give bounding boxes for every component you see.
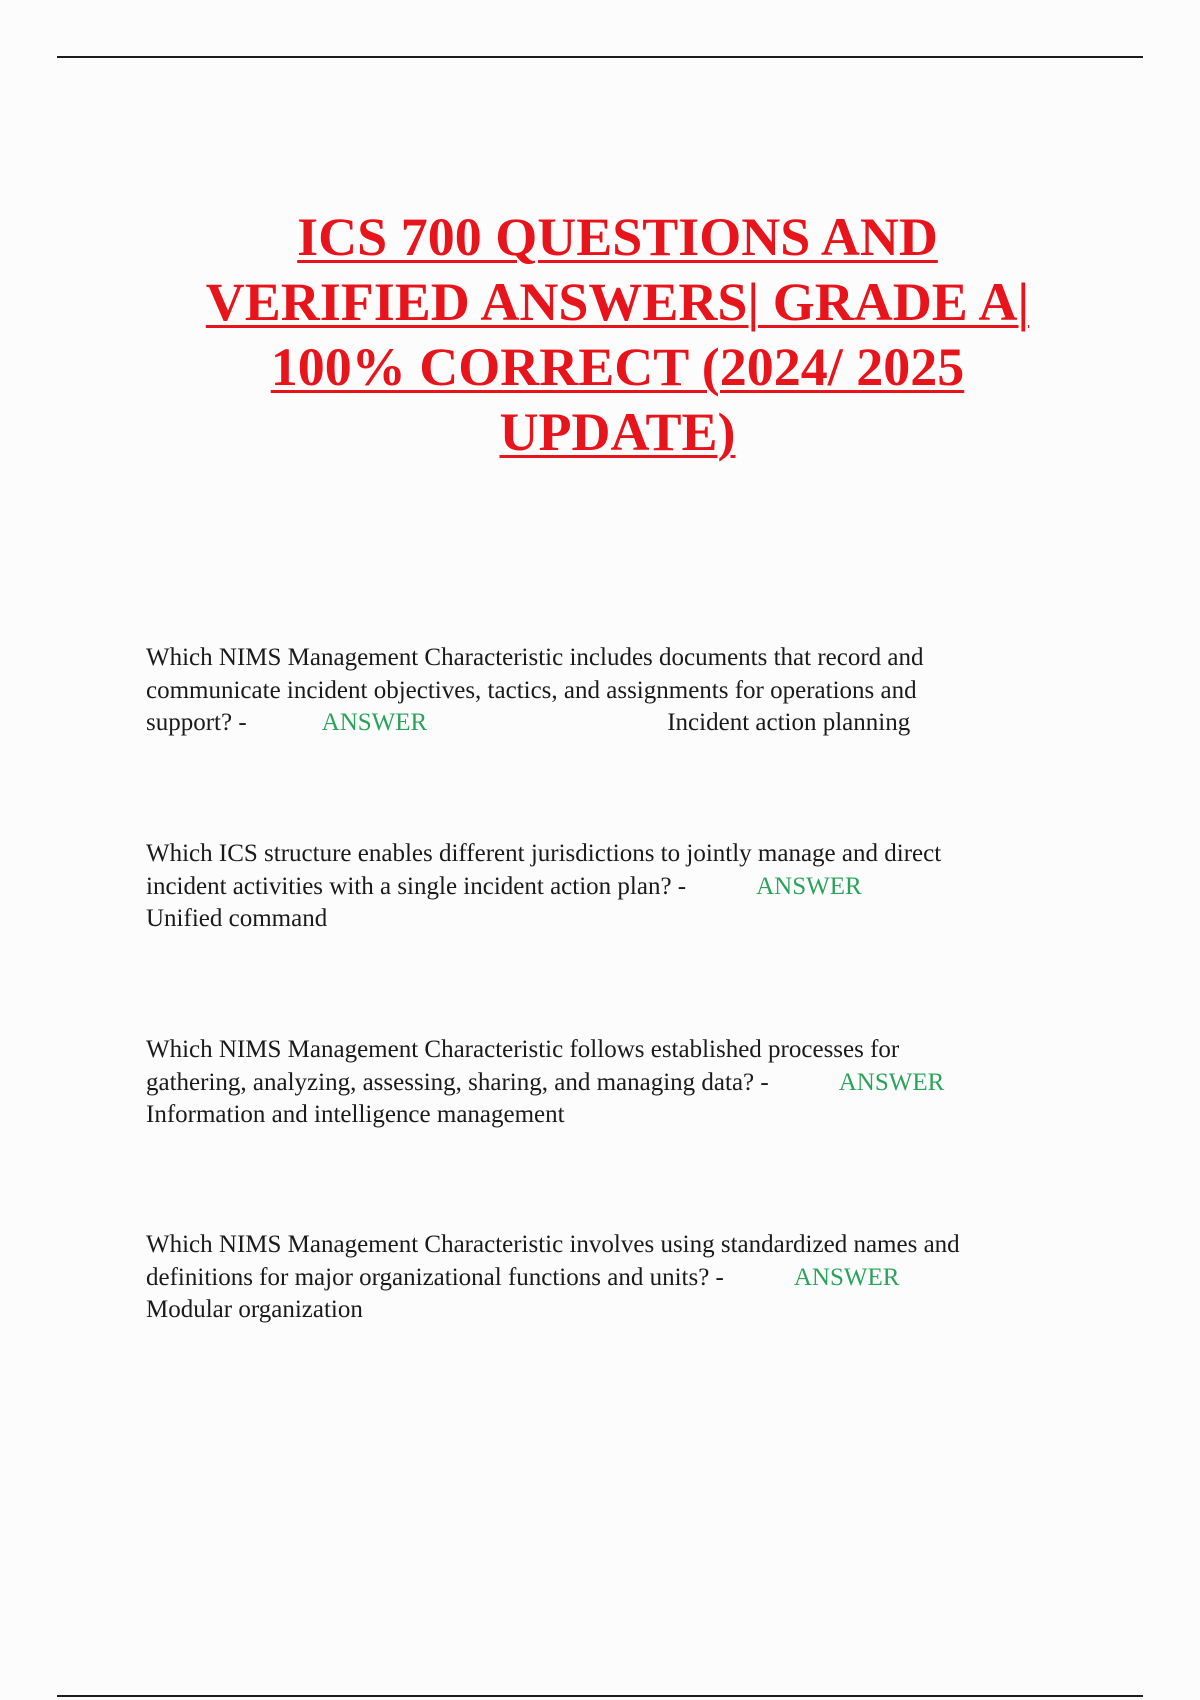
question-answer-line — [146, 1262, 960, 1295]
answer-label: ANSWER — [756, 872, 862, 900]
question-line: definitions for major organizational functions and units? - — [146, 1263, 724, 1291]
title-line: ICS 700 QUESTIONS AND — [297, 207, 938, 267]
question-line: communicate incident objectives, tactics, and assignments for operations and — [146, 676, 917, 704]
top-rule — [57, 56, 1143, 58]
answer-text: Modular organization — [146, 1296, 363, 1323]
question-line: Which NIMS Management Characteristic involves using standardized names and — [146, 1231, 960, 1258]
qa-item — [146, 1229, 960, 1327]
question-answer-line — [146, 707, 924, 740]
question-line: support? - — [146, 709, 247, 736]
answer-text: Incident action planning — [667, 709, 911, 736]
question-answer-line — [146, 1067, 944, 1100]
question-line: gathering, analyzing, assessing, sharing, and managing data? - — [146, 1068, 769, 1096]
title-line: 100% CORRECT (2024/ 2025 — [270, 337, 965, 397]
qa-item — [146, 642, 924, 740]
question-line: Which ICS structure enables different jurisdictions to jointly manage and direct — [146, 840, 942, 867]
answer-label: ANSWER — [793, 1263, 900, 1291]
question-line: incident activities with a single incident action plan? - — [146, 872, 687, 900]
answer-label: ANSWER — [838, 1068, 945, 1096]
bottom-rule — [57, 1695, 1143, 1697]
question-line: Which NIMS Management Characteristic includes documents that record and — [146, 644, 924, 671]
question-line: Which NIMS Management Characteristic follows established processes for — [146, 1036, 900, 1063]
answer-text: Unified command — [146, 905, 328, 932]
answer-text: Information and intelligence management — [146, 1101, 565, 1128]
qa-item — [146, 838, 941, 936]
qa-item — [146, 1034, 944, 1132]
document-title — [150, 205, 1085, 465]
title-line: UPDATE) — [499, 402, 736, 462]
title-line: VERIFIED ANSWERS| GRADE A| — [205, 272, 1030, 332]
question-answer-line — [146, 871, 941, 904]
answer-label: ANSWER — [321, 709, 428, 736]
